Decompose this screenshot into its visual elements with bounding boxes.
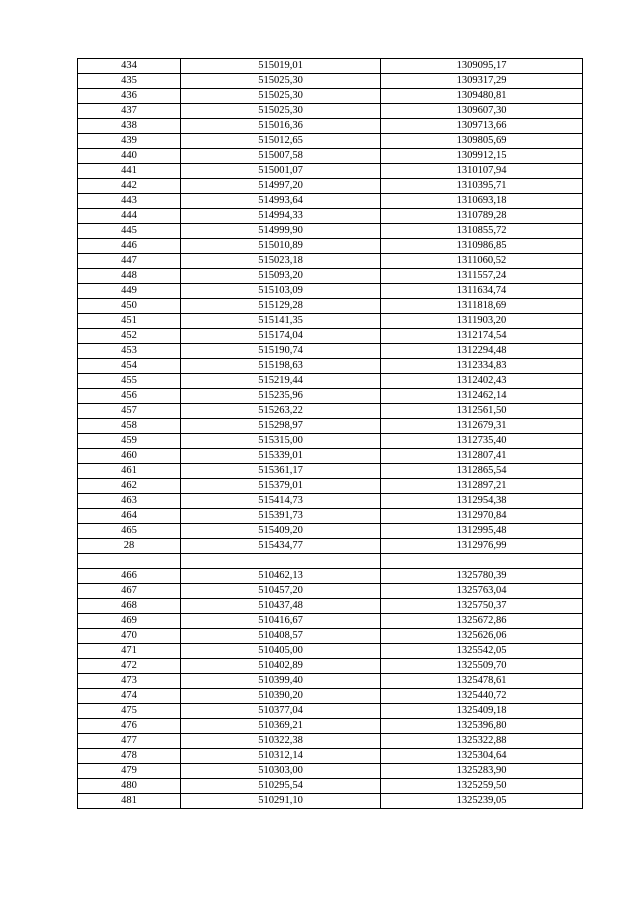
table-row: [78, 554, 583, 569]
table-row: [78, 479, 583, 494]
point-number-cell: 448: [78, 269, 181, 284]
y-coordinate-cell: 1312995,48: [381, 524, 583, 539]
table-row: [78, 299, 583, 314]
x-coordinate-cell: 515409,20: [181, 524, 381, 539]
table-row: [78, 494, 583, 509]
y-coordinate-cell: 1309480,81: [381, 89, 583, 104]
y-coordinate-cell: 1312402,43: [381, 374, 583, 389]
table-row: [78, 434, 583, 449]
y-coordinate-cell: 1325239,05: [381, 794, 583, 809]
x-coordinate-cell: 515235,96: [181, 389, 381, 404]
table-row: [78, 284, 583, 299]
x-coordinate-cell: 510390,20: [181, 689, 381, 704]
y-coordinate-cell: 1312865,54: [381, 464, 583, 479]
y-coordinate-cell: 1312294,48: [381, 344, 583, 359]
x-coordinate-cell: 510437,48: [181, 599, 381, 614]
table-row: [78, 569, 583, 584]
table-row: [78, 599, 583, 614]
point-number-cell: 451: [78, 314, 181, 329]
table-row: [78, 179, 583, 194]
point-number-cell: 461: [78, 464, 181, 479]
table-row: [78, 449, 583, 464]
table-row: [78, 704, 583, 719]
table-row: [78, 719, 583, 734]
y-coordinate-cell: 1325672,86: [381, 614, 583, 629]
point-number-cell: [78, 554, 181, 569]
point-number-cell: 445: [78, 224, 181, 239]
y-coordinate-cell: 1325626,06: [381, 629, 583, 644]
point-number-cell: 466: [78, 569, 181, 584]
point-number-cell: 480: [78, 779, 181, 794]
x-coordinate-cell: 515379,01: [181, 479, 381, 494]
y-coordinate-cell: 1312462,14: [381, 389, 583, 404]
point-number-cell: 468: [78, 599, 181, 614]
y-coordinate-cell: 1310855,72: [381, 224, 583, 239]
point-number-cell: 458: [78, 419, 181, 434]
point-number-cell: 444: [78, 209, 181, 224]
y-coordinate-cell: 1310789,28: [381, 209, 583, 224]
point-number-cell: 446: [78, 239, 181, 254]
x-coordinate-cell: 515103,09: [181, 284, 381, 299]
y-coordinate-cell: 1311903,20: [381, 314, 583, 329]
table-row: [78, 464, 583, 479]
table-row: [78, 764, 583, 779]
y-coordinate-cell: 1310693,18: [381, 194, 583, 209]
table-row: [78, 644, 583, 659]
point-number-cell: 450: [78, 299, 181, 314]
point-number-cell: 442: [78, 179, 181, 194]
table-row: [78, 674, 583, 689]
table-row: [78, 329, 583, 344]
x-coordinate-cell: 515001,07: [181, 164, 381, 179]
point-number-cell: 439: [78, 134, 181, 149]
x-coordinate-cell: 510457,20: [181, 584, 381, 599]
y-coordinate-cell: 1312561,50: [381, 404, 583, 419]
table-row: [78, 794, 583, 809]
y-coordinate-cell: 1311060,52: [381, 254, 583, 269]
y-coordinate-cell: 1325763,04: [381, 584, 583, 599]
table-row: [78, 224, 583, 239]
table-row: [78, 104, 583, 119]
x-coordinate-cell: 514999,90: [181, 224, 381, 239]
coordinates-table: [77, 58, 583, 809]
x-coordinate-cell: 515361,17: [181, 464, 381, 479]
y-coordinate-cell: 1312976,99: [381, 539, 583, 554]
coordinates-table-body: [78, 59, 583, 809]
y-coordinate-cell: 1312954,38: [381, 494, 583, 509]
table-row: [78, 749, 583, 764]
y-coordinate-cell: 1325440,72: [381, 689, 583, 704]
x-coordinate-cell: 510416,67: [181, 614, 381, 629]
point-number-cell: 479: [78, 764, 181, 779]
point-number-cell: 436: [78, 89, 181, 104]
x-coordinate-cell: 515315,00: [181, 434, 381, 449]
point-number-cell: 449: [78, 284, 181, 299]
y-coordinate-cell: 1310395,71: [381, 179, 583, 194]
x-coordinate-cell: 515434,77: [181, 539, 381, 554]
x-coordinate-cell: 510291,10: [181, 794, 381, 809]
table-row: [78, 269, 583, 284]
x-coordinate-cell: 515023,18: [181, 254, 381, 269]
y-coordinate-cell: 1312679,31: [381, 419, 583, 434]
table-row: [78, 134, 583, 149]
x-coordinate-cell: 515025,30: [181, 104, 381, 119]
y-coordinate-cell: 1312807,41: [381, 449, 583, 464]
point-number-cell: 452: [78, 329, 181, 344]
table-row: [78, 149, 583, 164]
x-coordinate-cell: 515198,63: [181, 359, 381, 374]
table-row: [78, 779, 583, 794]
point-number-cell: 470: [78, 629, 181, 644]
point-number-cell: 467: [78, 584, 181, 599]
x-coordinate-cell: 515391,73: [181, 509, 381, 524]
x-coordinate-cell: 510322,38: [181, 734, 381, 749]
y-coordinate-cell: 1311818,69: [381, 299, 583, 314]
y-coordinate-cell: 1310986,85: [381, 239, 583, 254]
table-row: [78, 659, 583, 674]
point-number-cell: 456: [78, 389, 181, 404]
table-row: [78, 629, 583, 644]
table-row: [78, 524, 583, 539]
table-row: [78, 59, 583, 74]
point-number-cell: 447: [78, 254, 181, 269]
x-coordinate-cell: 510295,54: [181, 779, 381, 794]
y-coordinate-cell: 1325750,37: [381, 599, 583, 614]
point-number-cell: 462: [78, 479, 181, 494]
y-coordinate-cell: 1325409,18: [381, 704, 583, 719]
table-row: [78, 614, 583, 629]
y-coordinate-cell: 1312334,83: [381, 359, 583, 374]
y-coordinate-cell: 1325509,70: [381, 659, 583, 674]
y-coordinate-cell: 1325396,80: [381, 719, 583, 734]
point-number-cell: 464: [78, 509, 181, 524]
table-row: [78, 389, 583, 404]
table-row: [78, 584, 583, 599]
table-row: [78, 314, 583, 329]
point-number-cell: 476: [78, 719, 181, 734]
x-coordinate-cell: 515298,97: [181, 419, 381, 434]
point-number-cell: 457: [78, 404, 181, 419]
point-number-cell: 437: [78, 104, 181, 119]
y-coordinate-cell: 1311557,24: [381, 269, 583, 284]
x-coordinate-cell: 515263,22: [181, 404, 381, 419]
y-coordinate-cell: 1312735,40: [381, 434, 583, 449]
point-number-cell: 440: [78, 149, 181, 164]
x-coordinate-cell: 510462,13: [181, 569, 381, 584]
y-coordinate-cell: 1311634,74: [381, 284, 583, 299]
x-coordinate-cell: 515174,04: [181, 329, 381, 344]
y-coordinate-cell: 1309805,69: [381, 134, 583, 149]
point-number-cell: 475: [78, 704, 181, 719]
point-number-cell: 471: [78, 644, 181, 659]
x-coordinate-cell: 515019,01: [181, 59, 381, 74]
x-coordinate-cell: 510369,21: [181, 719, 381, 734]
y-coordinate-cell: 1325304,64: [381, 749, 583, 764]
point-number-cell: 473: [78, 674, 181, 689]
x-coordinate-cell: 515219,44: [181, 374, 381, 389]
x-coordinate-cell: 514997,20: [181, 179, 381, 194]
y-coordinate-cell: 1325780,39: [381, 569, 583, 584]
x-coordinate-cell: [181, 554, 381, 569]
y-coordinate-cell: 1312897,21: [381, 479, 583, 494]
y-coordinate-cell: 1309607,30: [381, 104, 583, 119]
x-coordinate-cell: 515414,73: [181, 494, 381, 509]
point-number-cell: 472: [78, 659, 181, 674]
x-coordinate-cell: 510405,00: [181, 644, 381, 659]
x-coordinate-cell: 510399,40: [181, 674, 381, 689]
x-coordinate-cell: 515141,35: [181, 314, 381, 329]
table-row: [78, 119, 583, 134]
table-row: [78, 194, 583, 209]
x-coordinate-cell: 510402,89: [181, 659, 381, 674]
point-number-cell: 435: [78, 74, 181, 89]
x-coordinate-cell: 515025,30: [181, 89, 381, 104]
table-row: [78, 374, 583, 389]
point-number-cell: 459: [78, 434, 181, 449]
table-row: [78, 689, 583, 704]
point-number-cell: 477: [78, 734, 181, 749]
table-row: [78, 734, 583, 749]
x-coordinate-cell: 515007,58: [181, 149, 381, 164]
x-coordinate-cell: 515093,20: [181, 269, 381, 284]
y-coordinate-cell: 1325259,50: [381, 779, 583, 794]
point-number-cell: 465: [78, 524, 181, 539]
point-number-cell: 469: [78, 614, 181, 629]
x-coordinate-cell: 515025,30: [181, 74, 381, 89]
x-coordinate-cell: 515010,89: [181, 239, 381, 254]
y-coordinate-cell: 1325542,05: [381, 644, 583, 659]
x-coordinate-cell: 510408,57: [181, 629, 381, 644]
point-number-cell: 460: [78, 449, 181, 464]
table-row: [78, 254, 583, 269]
point-number-cell: 28: [78, 539, 181, 554]
y-coordinate-cell: 1325283,90: [381, 764, 583, 779]
y-coordinate-cell: 1309095,17: [381, 59, 583, 74]
table-row: [78, 404, 583, 419]
y-coordinate-cell: 1325322,88: [381, 734, 583, 749]
y-coordinate-cell: 1309713,66: [381, 119, 583, 134]
point-number-cell: 455: [78, 374, 181, 389]
y-coordinate-cell: 1310107,94: [381, 164, 583, 179]
y-coordinate-cell: 1309317,29: [381, 74, 583, 89]
x-coordinate-cell: 515339,01: [181, 449, 381, 464]
point-number-cell: 438: [78, 119, 181, 134]
point-number-cell: 463: [78, 494, 181, 509]
point-number-cell: 474: [78, 689, 181, 704]
y-coordinate-cell: [381, 554, 583, 569]
point-number-cell: 443: [78, 194, 181, 209]
x-coordinate-cell: 510377,04: [181, 704, 381, 719]
x-coordinate-cell: 510303,00: [181, 764, 381, 779]
table-row: [78, 539, 583, 554]
y-coordinate-cell: 1325478,61: [381, 674, 583, 689]
table-row: [78, 359, 583, 374]
x-coordinate-cell: 514994,33: [181, 209, 381, 224]
x-coordinate-cell: 510312,14: [181, 749, 381, 764]
x-coordinate-cell: 515190,74: [181, 344, 381, 359]
y-coordinate-cell: 1309912,15: [381, 149, 583, 164]
point-number-cell: 481: [78, 794, 181, 809]
x-coordinate-cell: 515016,36: [181, 119, 381, 134]
y-coordinate-cell: 1312970,84: [381, 509, 583, 524]
point-number-cell: 441: [78, 164, 181, 179]
table-row: [78, 419, 583, 434]
point-number-cell: 453: [78, 344, 181, 359]
table-row: [78, 89, 583, 104]
y-coordinate-cell: 1312174,54: [381, 329, 583, 344]
table-row: [78, 74, 583, 89]
x-coordinate-cell: 515012,65: [181, 134, 381, 149]
point-number-cell: 434: [78, 59, 181, 74]
point-number-cell: 478: [78, 749, 181, 764]
table-row: [78, 239, 583, 254]
table-row: [78, 344, 583, 359]
x-coordinate-cell: 514993,64: [181, 194, 381, 209]
table-row: [78, 509, 583, 524]
point-number-cell: 454: [78, 359, 181, 374]
x-coordinate-cell: 515129,28: [181, 299, 381, 314]
table-row: [78, 209, 583, 224]
table-row: [78, 164, 583, 179]
